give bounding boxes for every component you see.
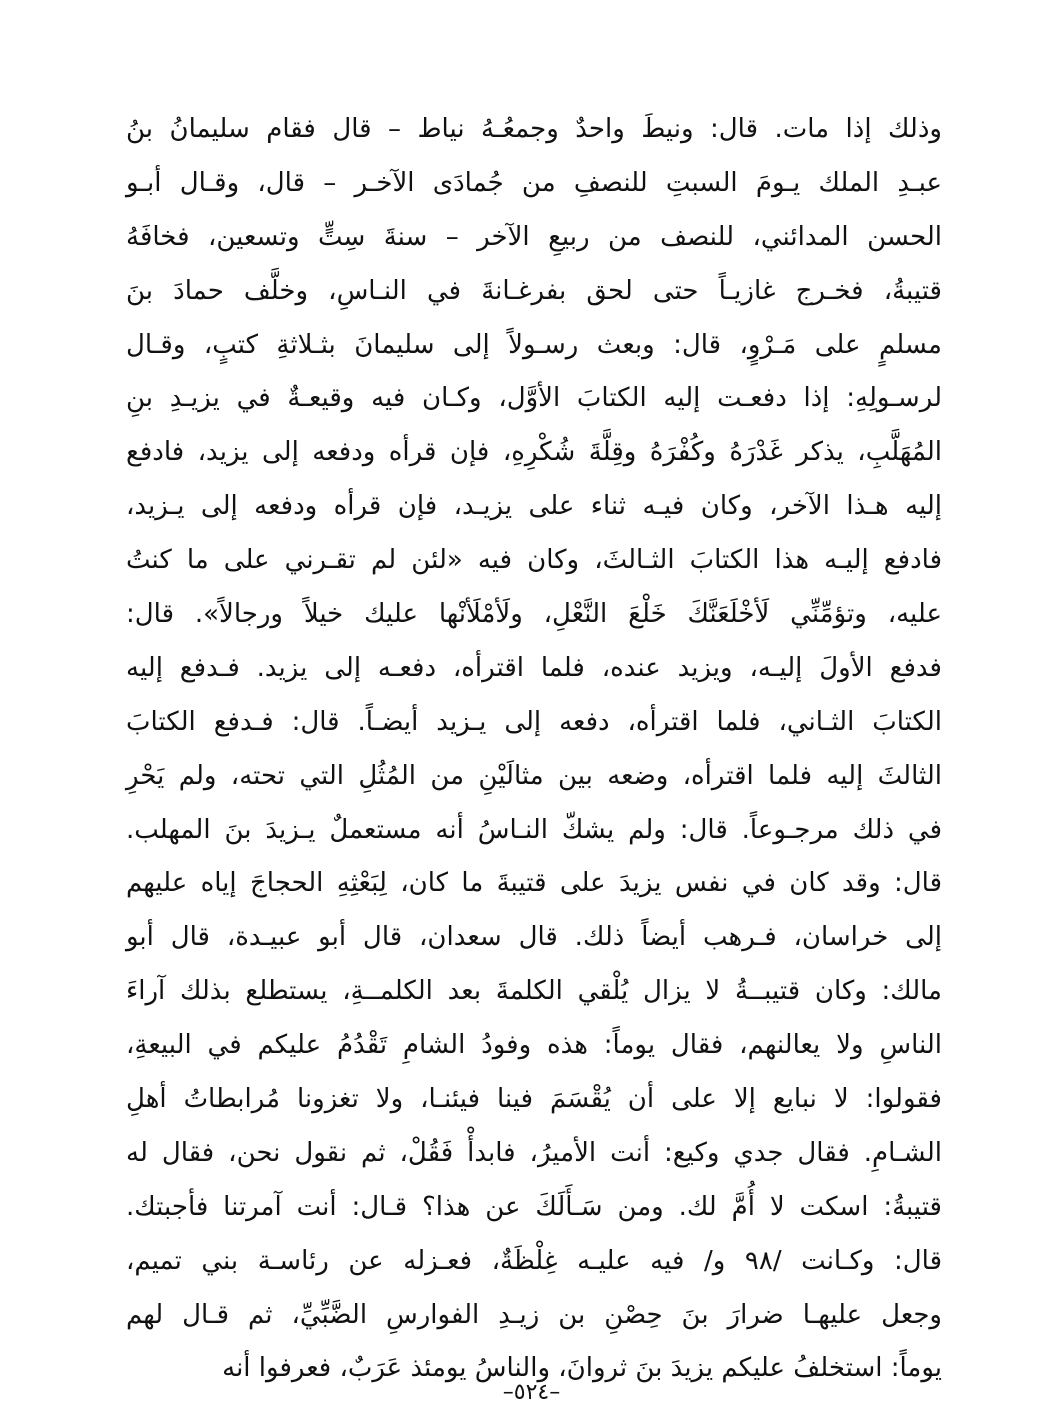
text-line: يوماً: استخلفُ عليكم يزيدَ بنَ ثروانَ، والناسُ يومئذ عَرَبٌ، فعرفوا أنه: [222, 1353, 942, 1384]
text-line: مالك: وكان قتيبــةُ لا يزال يُلْقي الكلمةَ بعد الكلمــةِ، يستطلع بذلك آراءَ: [126, 976, 942, 1007]
text-line: المُهَلَّبِ، يذكر غَدْرَهُ وكُفْرَهُ وقِلَّةَ شُكْرِهِ، فإن قرأه ودفعه إلى يزيد، فادفع: [126, 437, 942, 468]
page-number: –٥٢٤–: [502, 1380, 561, 1405]
text-line: في ذلك مرجـوعاً. قال: ولم يشكّ النـاسُ أنه مستعملٌ يـزيدَ بنَ المهلب.: [126, 814, 942, 845]
text-line: قتيبةُ: اسكت لا أُمَّ لك. ومن سَـأَلَكَ عن هذا؟ قـال: أنت آمرتنا فأجبتك.: [126, 1191, 942, 1222]
text-line: قتيبةُ، فخـرج غازيـاً حتى لحق بفرغـانةَ في النـاسِ، وخلَّف حمادَ بنَ: [126, 275, 942, 306]
text-line: إليه هـذا الآخر، وكان فيـه ثناء على يزيـد، فإن قرأه ودفعه إلى يـزيد،: [126, 491, 942, 522]
text-line: وجعل عليهـا ضرارَ بنَ حِصْنِ بن زيـدِ الفوارسِ الضَّبِّيِّ، ثم قـال لهم: [126, 1299, 942, 1330]
text-line: عليه، وتؤمِّنِّي لَأخْلَعَنَّكَ خَلْعَ النَّعْلِ، ولَأمْلَأنْها عليك خيلاً ورجالاً». قال:: [126, 599, 942, 630]
text-line: الثالثَ إليه فلما اقترأه، وضعه بين مثالَيْنِ من المُثُلِ التي تحته، ولم يَحْرِ: [126, 760, 942, 791]
text-line: وذلك إذا مات. قال: ونيطَ واحدٌ وجمعُـهُ نياط – قال فقام سليمانُ بنُ: [126, 114, 942, 144]
text-line: الكتابَ الثـاني، فلما اقترأه، دفعه إلى يـزيد أيضـاً. قال: فـدفع الكتابَ: [126, 706, 942, 737]
text-line: فقولوا: لا نبايع إلا على أن يُقْسَمَ فينا فيئنـا، ولا تغزونا مُرابطاتُ أهلِ: [126, 1084, 942, 1115]
text-line: الناسِ ولا يعالنهم، فقال يوماً: هذه وفودُ الشامِ تَقْدُمُ عليكم في البيعةِ،: [126, 1030, 942, 1061]
text-line: الشـامِ. فقال جدي وكيع: أنت الأميرُ، فابدأْ فَقُلْ، ثم نقول نحن، فقال له: [126, 1137, 942, 1168]
text-line: فدفع الأولَ إليـه، ويزيد عنده، فلما اقترأه، دفعـه إلى يزيد. فـدفع إليه: [126, 652, 942, 683]
text-line: عبـدِ الملك يـومَ السبتِ للنصفِ من جُمادَى الآخـر – قال، وقـال أبـو: [126, 167, 942, 198]
text-line: قال: وكـانت /٩٨ و/ فيه عليـه غِلْظَةٌ، فعـزله عن رئاسـة بني تميم،: [126, 1245, 942, 1276]
text-line: قال: وقد كان في نفس يزيدَ على قتيبةَ ما كان، لِبَعْثِهِ الحجاجَ إياه عليهم: [126, 868, 942, 899]
body-text: [126, 103, 942, 1396]
text-line: مسلمٍ على مَـرْوٍ، قال: وبعث رسـولاً إلى سليمانَ بثـلاثةِ كتبٍ، وقـال: [126, 329, 942, 360]
text-line: فادفع إليـه هذا الكتابَ الثـالثَ، وكان فيه «لئن لم تقـرني على ما كنتُ: [126, 545, 942, 576]
text-line: الحسن المدائني، للنصف من ربيعِ الآخر – سنةَ سِتٍّ وتسعين، فخافَهُ: [126, 221, 942, 252]
text-line: لرسـولِهِ: إذا دفعـت إليه الكتابَ الأوَّل، وكـان فيه وقيعـةٌ في يزيـدِ بنِ: [126, 383, 942, 414]
text-line: إلى خراسان، فـرهب أيضاً ذلك. قال سعدان، قال أبو عبيـدة، قال أبو: [126, 922, 942, 953]
